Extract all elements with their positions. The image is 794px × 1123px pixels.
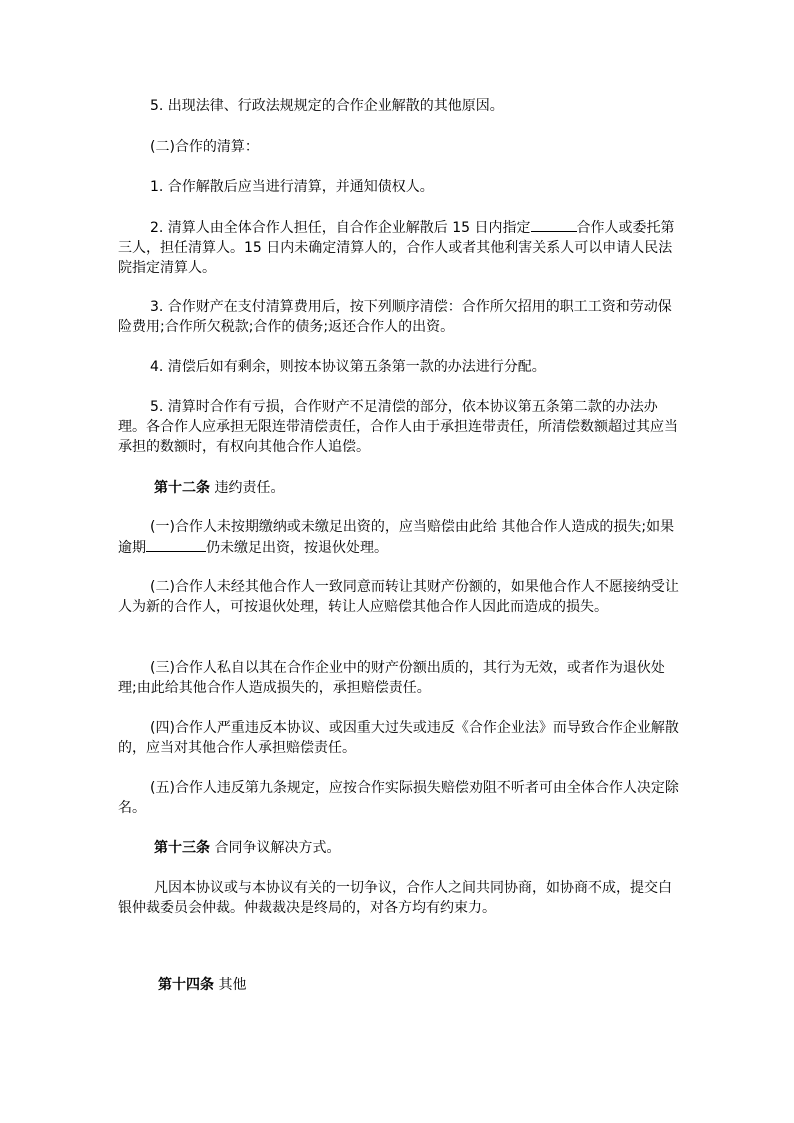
fill-blank	[531, 217, 577, 232]
article-13-heading: 第十三条 合同争议解决方式。	[154, 840, 341, 856]
clause-breach-2: (二)合作人未经其他合作人一致同意而转让其财产份额的，如果他合作人不愿接纳受让人为新的合作人，可按退伙处理，转让人应赔偿其他合作人因此而造成的损失。	[118, 579, 679, 615]
clause-breach-4: (四)合作人严重违反本协议、或因重大过失或违反《合作企业法》而导致合作企业解散的，应当对其他合作人承担赔偿责任。	[118, 720, 679, 756]
section-liquidation-heading: (二)合作的清算：	[150, 139, 259, 155]
clause-breach-5: (五)合作人违反第九条规定，应按合作实际损失赔偿劝阻不听者可由全体合作人决定除名。	[118, 780, 679, 816]
article-12-heading: 第十二条 违约责任。	[154, 480, 285, 496]
fill-blank	[146, 537, 206, 552]
clause-breach-1: (一)合作人未按期缴纳或未缴足出资的，应当赔偿由此给 其他合作人造成的损失;如果逾期 仍未缴足出资，按退伙处理。	[118, 519, 675, 556]
clause-breach-3: (三)合作人私自以其在合作企业中的财产份额出质的，其行为无效，或者作为退伙处理;由此给其他合作人造成损失的，承担赔偿责任。	[118, 660, 665, 696]
clause-dispute-resolution: 凡因本协议或与本协议有关的一切争议，合作人之间共同协商，如协商不成，提交白银仲裁委员会仲裁。仲裁裁决是终局的，对各方均有约束力。	[118, 880, 672, 916]
clause-liquidation-4: 4. 清偿后如有剩余，则按本协议第五条第一款的办法进行分配。	[150, 359, 546, 375]
article-14-heading: 第十四条 其他	[158, 977, 247, 993]
clause-liquidation-5: 5. 清算时合作有亏损，合作财产不足清偿的部分，依本协议第五条第二款的办法办理。各合作人应承担无限连带清偿责任，合作人由于承担连带责任，所清偿数额超过其应当承担的数额时，有权向其他合作人追偿。	[118, 399, 678, 455]
clause-liquidation-2: 2. 清算人由全体合作人担任，自合作企业解散后 15 日内指定 合作人或委托第三人，担任清算人。15 日内未确定清算人的，合作人或者其他利害关系人可以申请人民法院指定清算人。	[118, 217, 683, 278]
clause-dissolution-5: 5. 出现法律、行政法规规定的合作企业解散的其他原因。	[150, 98, 504, 114]
clause-liquidation-1: 1. 合作解散后应当进行清算，并通知债权人。	[150, 179, 434, 195]
clause-liquidation-3: 3. 合作财产在支付清算费用后，按下列顺序清偿：合作所欠招用的职工工资和劳动保险费用;合作所欠税款;合作的债务;返还合作人的出资。	[118, 299, 672, 335]
